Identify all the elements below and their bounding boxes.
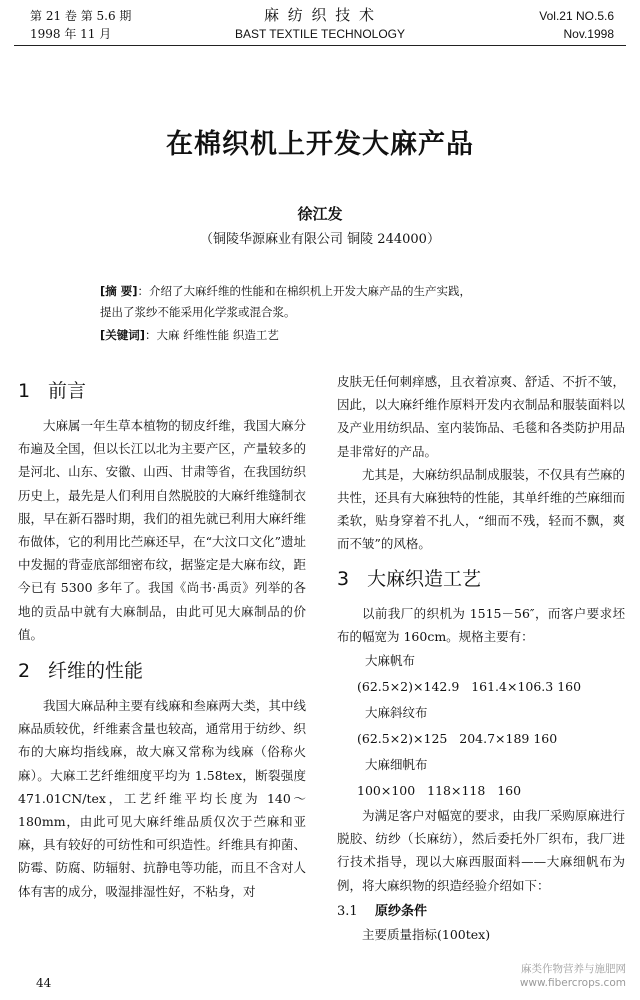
paragraph-loom-width: 以前我厂的织机为 1515－56″，而客户要求坯布的幅宽为 160cm。规格主要有： — [337, 605, 625, 644]
header-volume-en: Vol.21 NO.5.6 — [539, 9, 614, 23]
subsection-heading-3-1 — [337, 901, 625, 923]
spec-name-canvas: 大麻帆布 — [365, 653, 416, 669]
abstract-label: [摘 要] — [100, 284, 138, 298]
paragraph-yarn-quality: 主要质量指标(100tex) — [362, 926, 491, 942]
header-rule — [14, 45, 626, 46]
article-title: 在棉织机上开发大麻产品 — [166, 129, 474, 160]
journal-name-cn: 麻 纺 织 技 术 — [263, 6, 377, 24]
section-title: 大麻织造工艺 — [367, 567, 482, 590]
section-heading-2 — [18, 656, 306, 686]
header-date: 1998 年 11 月 — [30, 27, 112, 41]
keywords-label: [关键词] — [100, 328, 146, 342]
author-name: 徐江发 — [297, 205, 343, 223]
abstract-text-2: 提出了浆纱不能采用化学浆或混合浆。 — [100, 305, 296, 319]
paragraph-weaving-experience: 为满足客户对幅宽的要求，由我厂采购原麻进行脱胶、纺纱（长麻纺），然后委托外厂织布，我厂进行技术指导，现以大麻西服面料——大麻细帆布为例，将大麻织物的织造经验介绍如下： — [337, 808, 625, 893]
watermark-url: www.fibercrops.com — [519, 977, 626, 989]
spec-name-fine-canvas: 大麻细帆布 — [365, 757, 428, 773]
site-watermark — [520, 962, 626, 990]
header-date-en: Nov.1998 — [563, 27, 614, 41]
spec-name-twill: 大麻斜纹布 — [365, 705, 428, 721]
spec-value-canvas: (62.5×2)×142.9 161.4×106.3 160 — [357, 679, 582, 695]
section-number: 3 — [337, 567, 350, 590]
spec-value-fine-canvas: 100×100 118×118 160 — [357, 783, 522, 799]
section-number: 2 — [18, 660, 31, 683]
section-number: 1 — [18, 380, 31, 402]
right-column — [337, 370, 625, 946]
subsection-title: 原纱条件 — [375, 903, 428, 919]
spec-value-twill: (62.5×2)×125 204.7×189 160 — [357, 731, 558, 747]
journal-name-en: BAST TEXTILE TECHNOLOGY — [234, 27, 406, 41]
paragraph-fiber-continued: 皮肤无任何刺痒感，且衣着凉爽、舒适、不折不皱，因此，以大麻纤维作原料开发内衣制品和服装面料以及产业用纺织品、室内装饰品、毛毯和各类防护用品是非常好的产品。 — [337, 374, 625, 459]
author-affiliation: （铜陵华源麻业有限公司 铜陵 244000） — [200, 232, 440, 247]
watermark-name: 麻类作物营养与施肥网 — [521, 963, 626, 975]
paragraph-fiber-properties: 我国大麻品种主要有线麻和叁麻两大类，其中线麻品质较优，纤维素含量也较高，通常用于纺纱、织布的大麻均指线麻，故大麻又常称为线麻（俗称火麻）。大麻工艺纤维细度平均为 1.58tex，断裂强度 471.01CN/tex，工艺纤维平均长度为 140～180mm，由此可见大麻纤维品质仅次于苎麻和亚麻，具有较好的可纺性和可织造性。纤维具有抑菌、防霉、防腐、防辐射、抗静电等功能，而且不含对人体有害的成分，吸湿排湿性好，不粘身，对 — [18, 698, 306, 899]
section-title: 纤维的性能 — [48, 660, 144, 683]
subsection-number: 3.1 — [337, 903, 358, 919]
section-title: 前言 — [48, 380, 87, 402]
keywords — [100, 327, 570, 344]
page-number: 44 — [36, 976, 52, 990]
abstract-text-1: ：介绍了大麻纤维的性能和在棉织机上开发大麻产品的生产实践， — [137, 284, 472, 298]
paragraph-fiber-style: 尤其是，大麻纺织品制成服装，不仅具有苎麻的共性，还具有大麻独特的性能，其单纤维的苎麻细而柔软，贴身穿着不扎人，“细而不残，轻而不飘，爽而不皱”的风格。 — [337, 466, 625, 552]
paragraph-intro: 大麻属一年生草本植物的韧皮纤维，我国大麻分布遍及全国，但以长江以北为主要产区，产量较多的是河北、山东、安徽、山西、甘肃等省，在我国纺织历史上，最先是人们利用自然脱胶的大麻纤维缝制衣服，早在新石器时期，我们的祖先就已利用大麻纤维布做体，它的利用比苎麻还早，在“大汶口文化”遗址中发掘的背壶底部细密布纹，据鉴定是大麻布纹，距今已有 5300 多年了。我国《尚书·禹贡》列举的各地的贡品中就有大麻制品，由此可见大麻制品的价值。 — [18, 418, 306, 642]
section-heading-3 — [337, 564, 625, 594]
header-volume-issue: 第 21 卷 第 5.6 期 — [30, 9, 132, 23]
left-column — [18, 372, 306, 903]
keywords-text: ：大麻 纤维性能 织造工艺 — [145, 328, 279, 342]
abstract — [100, 283, 570, 300]
section-heading-1 — [18, 376, 306, 406]
